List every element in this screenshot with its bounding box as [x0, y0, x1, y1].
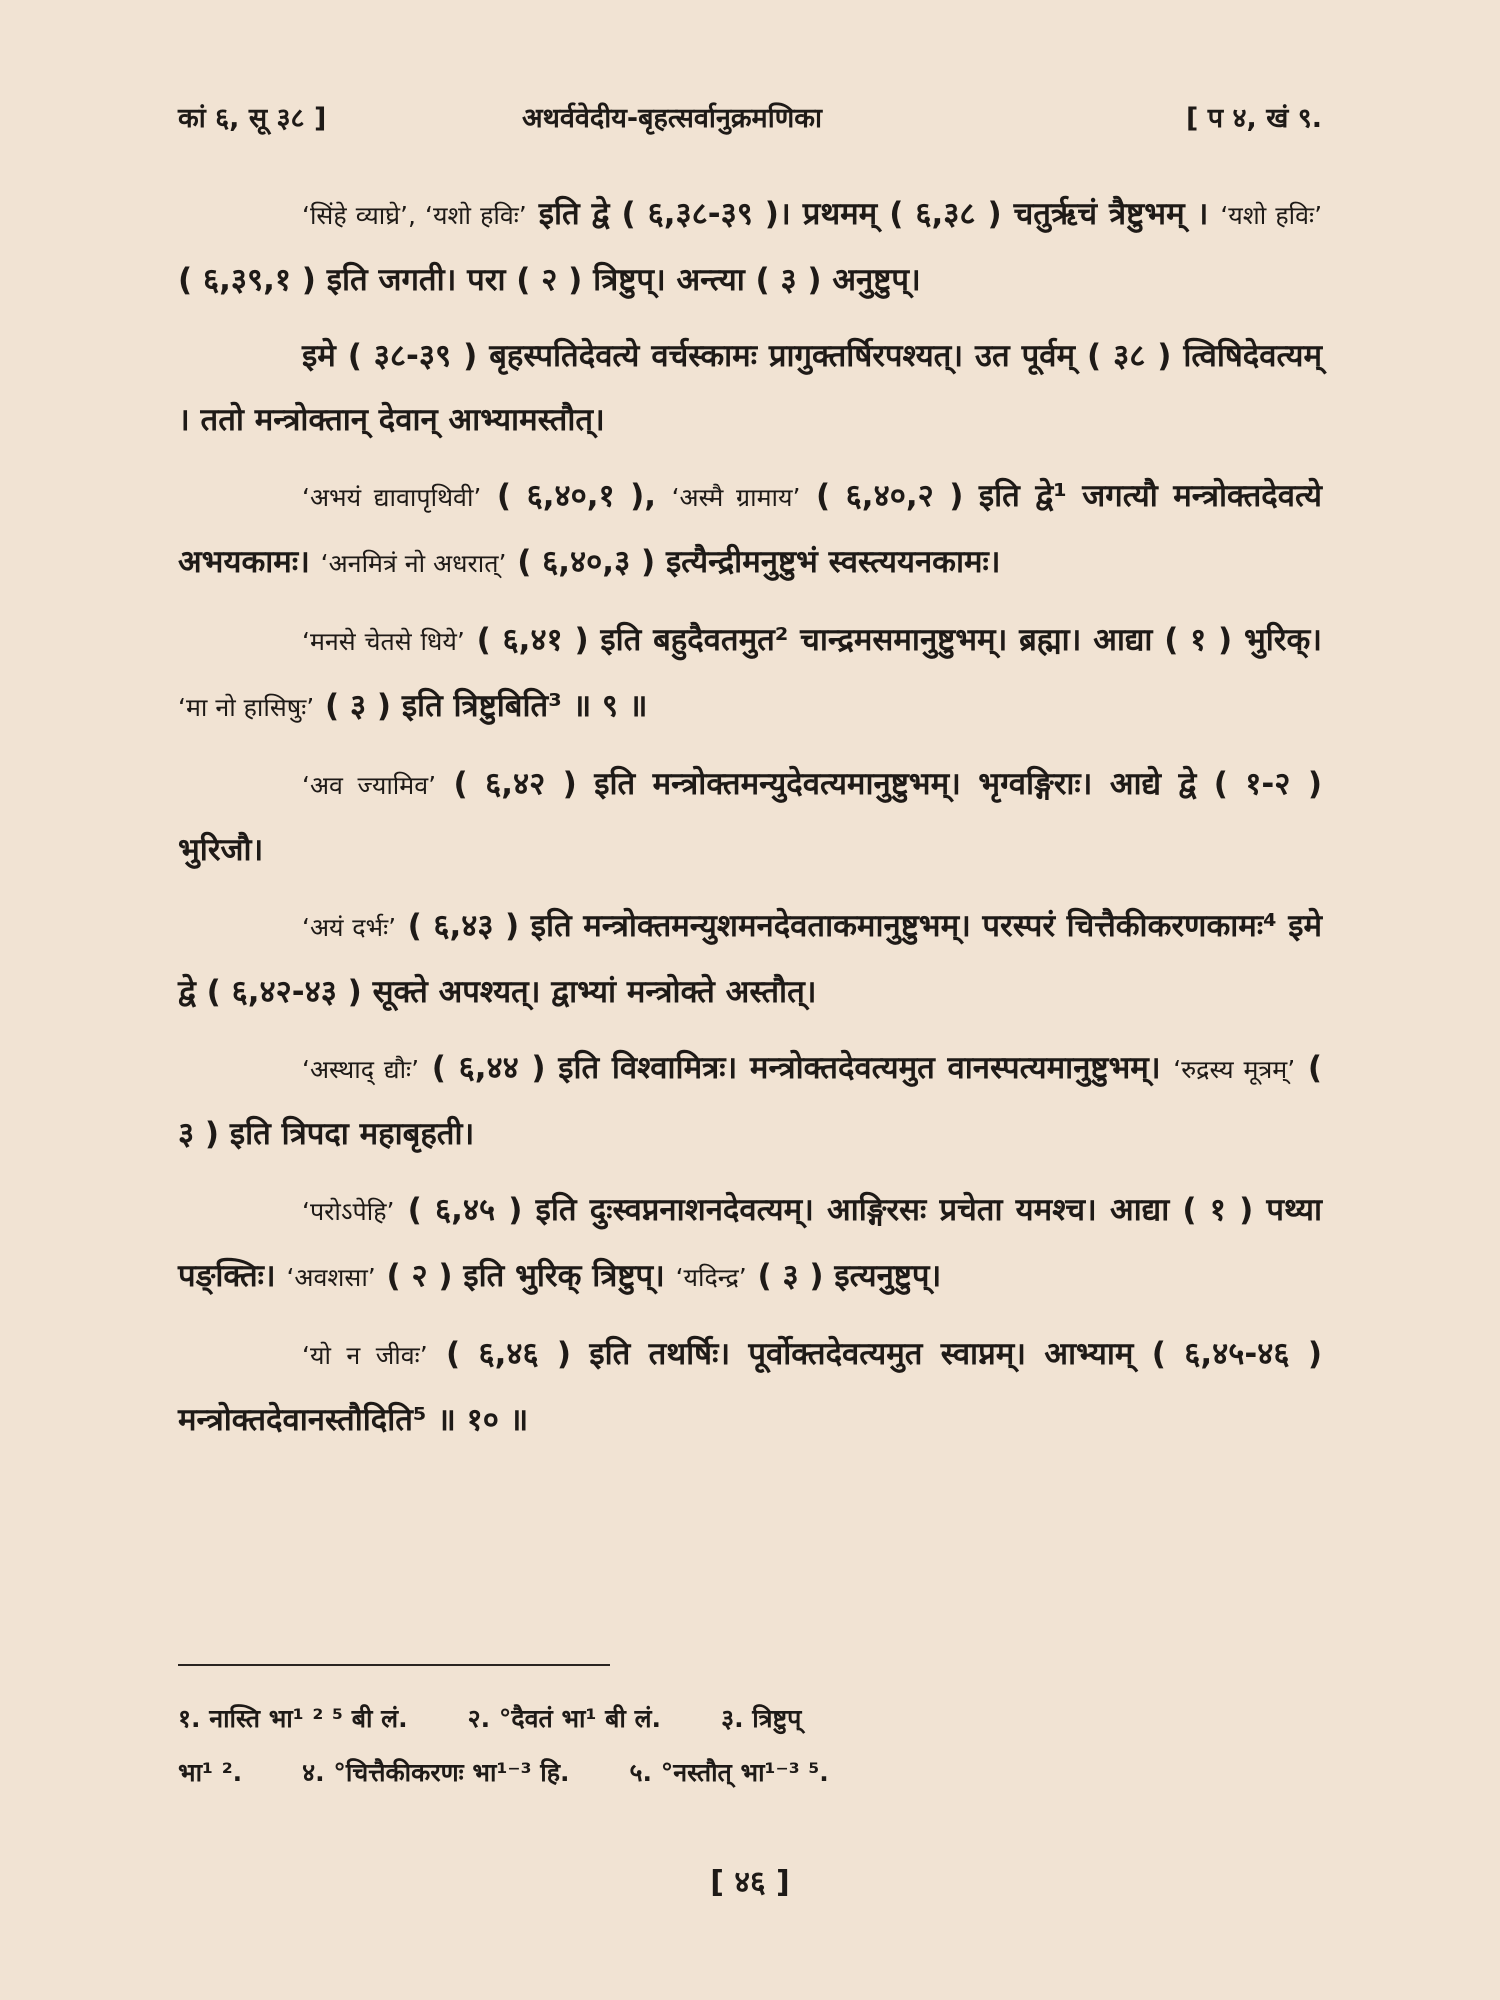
- paragraph: [178, 1322, 1322, 1452]
- footnote: १. नास्ति भा¹ ² ⁵ बी लं.: [178, 1704, 408, 1733]
- quoted-pratika: ‘अस्मै ग्रामाय’: [671, 483, 801, 512]
- footnote-rule: [178, 1664, 610, 1666]
- footnote-row: [178, 1746, 1322, 1800]
- header-title: अथर्ववेदीय-बृहत्सर्वानुक्रमणिका: [522, 103, 822, 134]
- paragraph-text: ( ६,४४ ) इति विश्वामित्रः। मन्त्रोक्तदेवत्यमुत वानस्पत्यमानुष्टुभम्।: [419, 1050, 1174, 1086]
- paragraph-text: इमे ( ३८-३९ ) बृहस्पतिदेवत्ये वर्चस्कामः प्रागुक्तर्षिरपश्यत्। उत पूर्वम् ( ३८ ) त्विषिदेवत्यम् । ततो मन्त्रोक्तान् देवान् आभ्यामस्तौत्।: [178, 338, 1322, 438]
- footnote-row: [178, 1692, 1322, 1746]
- paragraph-text: ( ६,४१ ) इति बहुदैवतमुत² चान्द्रमसमानुष्टुभम्। ब्रह्मा। आद्या ( १ ) भुरिक्।: [464, 622, 1323, 658]
- quoted-pratika: ‘मनसे चेतसे धिये’: [302, 627, 465, 656]
- quoted-pratika: ‘यो न जीवः’: [302, 1341, 428, 1370]
- paragraph-text: ( ६,४०,३ ) इत्यैन्द्रीमनुष्टुभं स्वस्त्ययनकामः।: [506, 544, 1001, 580]
- quoted-pratika: ‘यदिन्द्र’: [675, 1263, 747, 1292]
- footnote: भा¹ ².: [178, 1758, 243, 1787]
- paragraph-text: ( ६,४२ ) इति मन्त्रोक्तमन्युदेवत्यमानुष्टुभम्। भृग्वङ्गिराः। आद्ये द्वे ( १-२ ) भुरिजौ।: [178, 766, 1322, 868]
- paragraph-text: ( ६,४०,१ ),: [481, 478, 672, 514]
- header-chapter-ref: [ प ४, खं ९.: [1186, 103, 1322, 134]
- paragraph: [178, 324, 1322, 452]
- running-header: [178, 98, 1322, 148]
- quoted-pratika: ‘अस्थाद् द्यौः’: [302, 1055, 420, 1084]
- quoted-pratika: ‘अवशसा’: [286, 1263, 376, 1292]
- quoted-pratika: ‘यशो हविः’: [1220, 201, 1323, 230]
- quoted-pratika: ‘सिंहे व्याघ्रे’, ‘यशो हविः’: [302, 201, 527, 230]
- footnote: २. °दैवतं भा¹ बी लं.: [467, 1704, 662, 1733]
- body-text: [178, 182, 1322, 1464]
- paragraph-text: ( ६,३९,१ ) इति जगती। परा ( २ ) त्रिष्टुप्। अन्त्या ( ३ ) अनुष्टुप्।: [178, 262, 921, 298]
- paragraph-text: ( ३ ) इति त्रिष्टुबिति³ ॥ ९ ॥: [314, 688, 648, 724]
- footnote: ४. °चित्तैकीकरणः भा¹⁻³ हि.: [302, 1758, 570, 1787]
- paragraph: [178, 464, 1322, 596]
- quoted-pratika: ‘अव ज्यामिव’: [302, 771, 437, 800]
- paragraph: [178, 752, 1322, 882]
- footnote: ५. °नस्तौत् भा¹⁻³ ⁵.: [629, 1758, 829, 1787]
- paragraph-text: ( ६,४५ ) इति दुःस्वप्ननाशनदेवत्यम्। आङ्गिरसः प्रचेता यमश्च। आद्या ( १ ) पथ्या पङ्क्तिः।: [178, 1192, 1322, 1294]
- quoted-pratika: ‘अयं दर्भः’: [302, 913, 397, 942]
- quoted-pratika: ‘परोऽपेहि’: [302, 1197, 395, 1226]
- paragraph-text: ( ३ ) इति त्रिपदा महाबृहती।: [178, 1050, 1323, 1152]
- quoted-pratika: ‘अभयं द्यावापृथिवी’: [302, 483, 482, 512]
- paragraph-text: इति द्वे ( ६,३८-३९ )। प्रथमम् ( ६,३८ ) चतुर्ऋचं त्रैष्टुभम् ।: [526, 196, 1221, 232]
- footnotes: [178, 1692, 1322, 1800]
- paragraph: [178, 1178, 1322, 1310]
- paragraph: [178, 608, 1322, 740]
- paragraph: [178, 1036, 1322, 1166]
- quoted-pratika: ‘रुद्रस्य मूत्रम्’: [1173, 1055, 1296, 1084]
- paragraph-text: ( ६,४०,२ ) इति द्वे¹ जगत्यौ मन्त्रोक्तदेवत्ये अभयकामः।: [178, 478, 1322, 580]
- header-section-ref: कां ६, सू ३८ ]: [178, 103, 327, 134]
- paragraph-text: ( ३ ) इत्यनुष्टुप्।: [746, 1258, 942, 1294]
- paragraph-text: ( ६,४६ ) इति तथर्षिः। पूर्वोक्तदेवत्यमुत स्वाप्नम्। आभ्याम् ( ६,४५-४६ ) मन्त्रोक्तदेवानस्तौदिति⁵ ॥ १० ॥: [178, 1336, 1322, 1438]
- paragraph-text: ( ६,४३ ) इति मन्त्रोक्तमन्युशमनदेवताकमानुष्टुभम्। परस्परं चित्तैकीकरणकामः⁴ इमे द्वे ( ६,४२-४३ ) सूक्ते अपश्यत्। द्वाभ्यां मन्त्रोक्ते अस्तौत्।: [178, 908, 1322, 1010]
- paragraph-text: ( २ ) इति भुरिक् त्रिष्टुप्।: [375, 1258, 676, 1294]
- footnote: ३. त्रिष्टुप्: [721, 1704, 802, 1733]
- quoted-pratika: ‘अनमित्रं नो अधरात्’: [320, 549, 507, 578]
- page-number: [ ४६ ]: [710, 1865, 790, 1900]
- paragraph: [178, 894, 1322, 1024]
- quoted-pratika: ‘मा नो हासिषुः’: [178, 693, 315, 722]
- paragraph: [178, 182, 1322, 312]
